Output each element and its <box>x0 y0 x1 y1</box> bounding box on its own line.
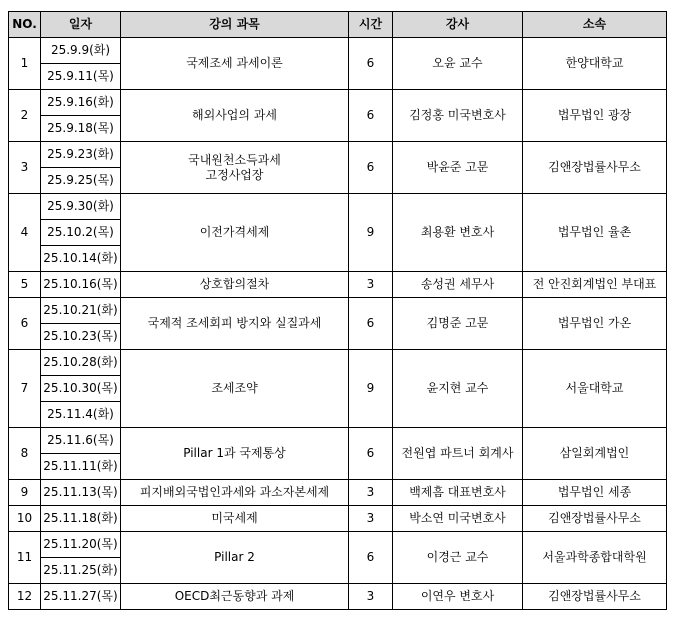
header-no: NO. <box>9 12 41 38</box>
lecture-subject <box>121 298 349 350</box>
lecture-hours: 6 <box>349 532 393 584</box>
lecture-subject <box>121 38 349 90</box>
table-row <box>9 38 667 64</box>
header-date: 일자 <box>41 12 121 38</box>
lecture-subject <box>121 90 349 142</box>
subject-line: 국제조세 과세이론 <box>186 56 283 70</box>
table-row <box>9 142 667 168</box>
row-number: 8 <box>9 428 41 480</box>
lecturer-name: 전원엽 파트너 회계사 <box>393 428 523 480</box>
table-row <box>9 272 667 298</box>
table-row <box>9 532 667 558</box>
subject-line: 상호합의절차 <box>199 277 270 291</box>
lecture-date: 25.9.23(화) <box>41 142 121 168</box>
subject-line: 조세조약 <box>211 381 258 395</box>
lecture-date: 25.11.27(목) <box>41 584 121 610</box>
table-row <box>9 480 667 506</box>
lecturer-name: 윤지현 교수 <box>393 350 523 428</box>
table-row <box>9 350 667 376</box>
lecture-date: 25.9.9(화) <box>41 38 121 64</box>
lecture-hours: 3 <box>349 272 393 298</box>
lecture-date: 25.11.20(목) <box>41 532 121 558</box>
row-number: 4 <box>9 194 41 272</box>
lecturer-name: 박윤준 고문 <box>393 142 523 194</box>
row-number: 12 <box>9 584 41 610</box>
lecturer-affiliation: 김앤장법률사무소 <box>523 142 667 194</box>
lecture-subject <box>121 272 349 298</box>
lecture-date: 25.10.30(목) <box>41 376 121 402</box>
subject-line: OECD최근동향과 과제 <box>174 589 295 603</box>
lecturer-affiliation: 김앤장법률사무소 <box>523 506 667 532</box>
subject-line: 미국세제 <box>211 511 258 525</box>
lecture-date: 25.10.21(화) <box>41 298 121 324</box>
row-number: 7 <box>9 350 41 428</box>
row-number: 10 <box>9 506 41 532</box>
lecture-date: 25.9.16(화) <box>41 90 121 116</box>
lecture-date: 25.11.11(화) <box>41 454 121 480</box>
header-subject: 강의 과목 <box>121 12 349 38</box>
lecturer-affiliation: 서울과학종합대학원 <box>523 532 667 584</box>
lecture-hours: 9 <box>349 350 393 428</box>
subject-line: Pillar 2 <box>214 550 255 564</box>
lecturer-name: 이경근 교수 <box>393 532 523 584</box>
lecturer-name: 박소연 미국변호사 <box>393 506 523 532</box>
subject-line: 해외사업의 과세 <box>192 108 277 122</box>
lecture-date: 25.11.13(목) <box>41 480 121 506</box>
header-lecturer: 강사 <box>393 12 523 38</box>
lecture-date: 25.9.25(목) <box>41 168 121 194</box>
row-number: 11 <box>9 532 41 584</box>
lecture-date: 25.10.28(화) <box>41 350 121 376</box>
table-row <box>9 90 667 116</box>
subject-line: Pillar 1과 국제통상 <box>183 446 286 460</box>
lecture-hours: 6 <box>349 298 393 350</box>
subject-line: 고정사업장 <box>205 167 264 182</box>
lecture-hours: 3 <box>349 584 393 610</box>
lecturer-name: 김명준 고문 <box>393 298 523 350</box>
lecture-subject <box>121 194 349 272</box>
lecture-date: 25.10.23(목) <box>41 324 121 350</box>
lecture-subject <box>121 142 349 194</box>
lecturer-affiliation: 삼일회계법인 <box>523 428 667 480</box>
lecture-hours: 9 <box>349 194 393 272</box>
lecture-date: 25.9.18(목) <box>41 116 121 142</box>
table-row <box>9 298 667 324</box>
subject-line: 국내원천소득과세 <box>188 152 281 167</box>
lecture-hours: 3 <box>349 480 393 506</box>
lecture-date: 25.11.6(목) <box>41 428 121 454</box>
lecture-hours: 6 <box>349 90 393 142</box>
lecture-date: 25.9.30(화) <box>41 194 121 220</box>
lecturer-affiliation: 법무법인 세종 <box>523 480 667 506</box>
lecture-subject <box>121 350 349 428</box>
lecturer-name: 백제흠 대표변호사 <box>393 480 523 506</box>
lecturer-affiliation: 한양대학교 <box>523 38 667 90</box>
lecturer-name: 이연우 변호사 <box>393 584 523 610</box>
lecturer-name: 김정홍 미국변호사 <box>393 90 523 142</box>
row-number: 9 <box>9 480 41 506</box>
table-row <box>9 584 667 610</box>
lecture-subject <box>121 584 349 610</box>
lecture-subject <box>121 428 349 480</box>
header-hours: 시간 <box>349 12 393 38</box>
table-body <box>9 38 667 610</box>
table-row <box>9 428 667 454</box>
lecture-schedule-table <box>8 11 667 610</box>
subject-line: 피지배외국법인과세와 과소자본세제 <box>139 485 330 499</box>
lecture-date: 25.11.25(화) <box>41 558 121 584</box>
lecturer-name: 최용환 변호사 <box>393 194 523 272</box>
lecturer-affiliation: 법무법인 광장 <box>523 90 667 142</box>
lecturer-affiliation: 법무법인 율촌 <box>523 194 667 272</box>
subject-line: 이전가격세제 <box>199 225 270 239</box>
lecture-hours: 6 <box>349 428 393 480</box>
lecturer-affiliation: 법무법인 가온 <box>523 298 667 350</box>
header-affiliation: 소속 <box>523 12 667 38</box>
lecture-date: 25.10.14(화) <box>41 246 121 272</box>
lecture-date: 25.11.18(화) <box>41 506 121 532</box>
row-number: 3 <box>9 142 41 194</box>
lecturer-affiliation: 김앤장법률사무소 <box>523 584 667 610</box>
lecturer-name: 송성권 세무사 <box>393 272 523 298</box>
row-number: 2 <box>9 90 41 142</box>
table-row <box>9 194 667 220</box>
lecture-hours: 6 <box>349 38 393 90</box>
lecture-date: 25.9.11(목) <box>41 64 121 90</box>
row-number: 6 <box>9 298 41 350</box>
lecture-subject <box>121 506 349 532</box>
subject-line: 국제적 조세회피 방지와 실질과세 <box>147 316 322 330</box>
lecture-date: 25.10.16(목) <box>41 272 121 298</box>
lecture-hours: 3 <box>349 506 393 532</box>
lecture-date: 25.10.2(목) <box>41 220 121 246</box>
lecturer-affiliation: 서울대학교 <box>523 350 667 428</box>
lecturer-affiliation: 전 안진회계법인 부대표 <box>523 272 667 298</box>
row-number: 5 <box>9 272 41 298</box>
lecture-subject <box>121 532 349 584</box>
row-number: 1 <box>9 38 41 90</box>
lecture-hours: 6 <box>349 142 393 194</box>
lecture-subject <box>121 480 349 506</box>
table-row <box>9 506 667 532</box>
header-row <box>9 12 667 38</box>
lecture-date: 25.11.4(화) <box>41 402 121 428</box>
lecturer-name: 오윤 교수 <box>393 38 523 90</box>
